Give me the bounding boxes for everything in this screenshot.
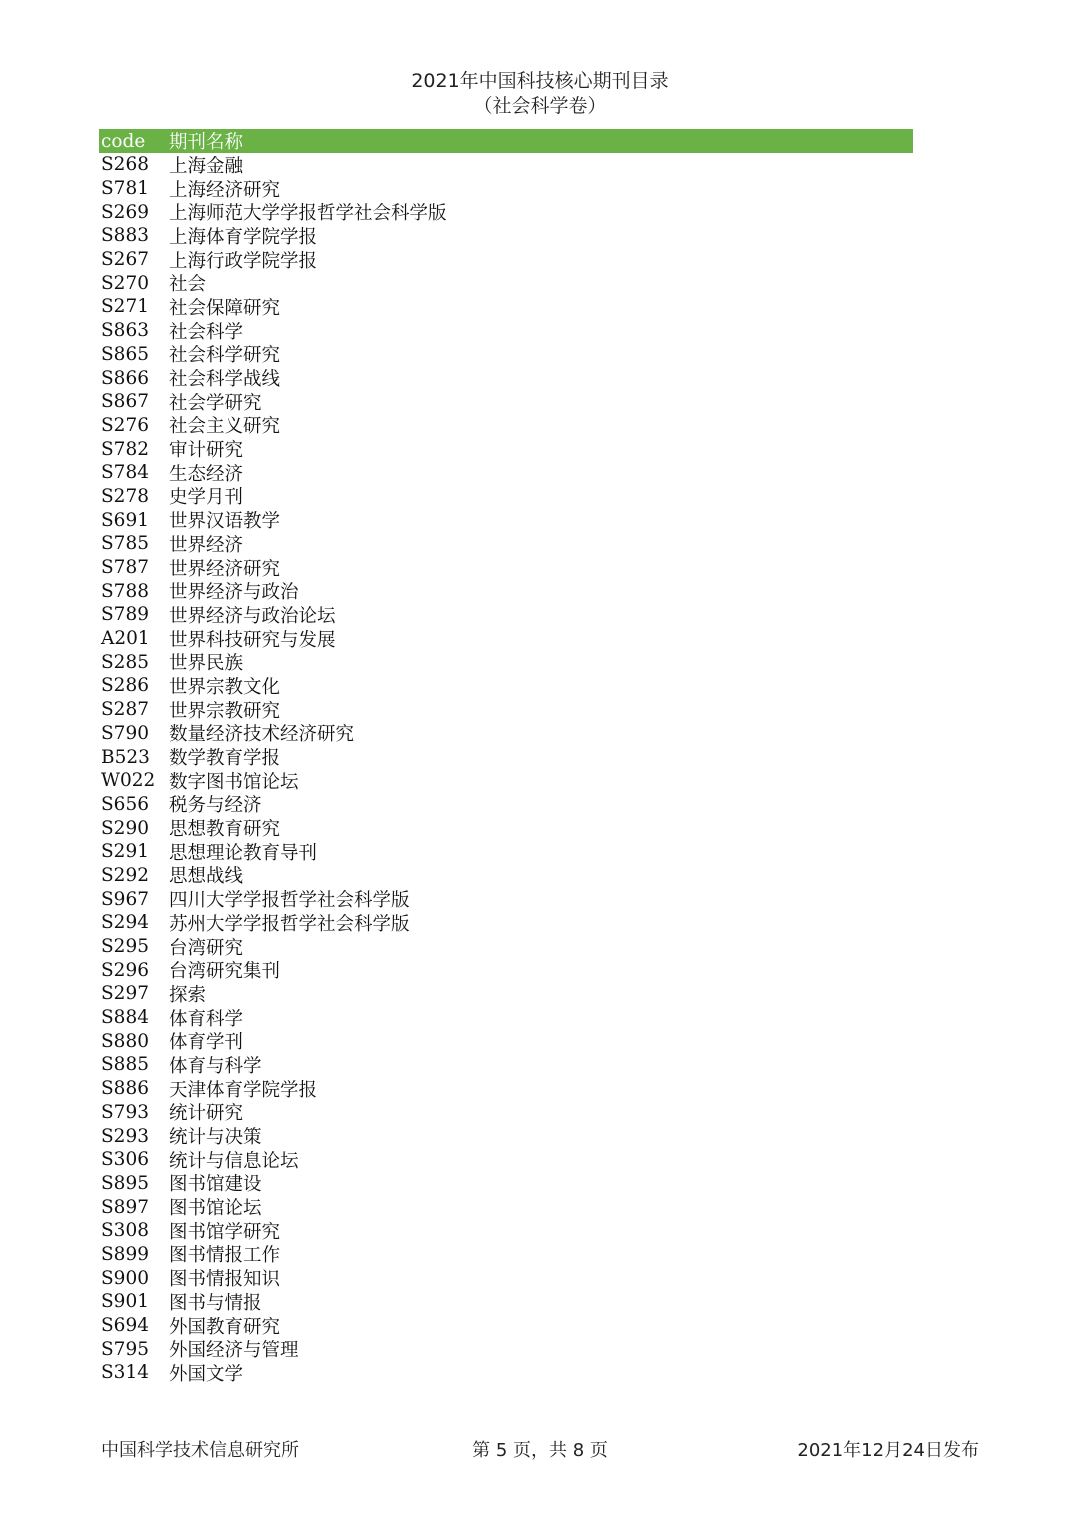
journal-code: S793 [101,1101,149,1123]
table-row [99,390,913,414]
journal-code: S899 [101,1243,149,1265]
journal-code: S865 [101,343,149,365]
journal-name: 数字图书馆论坛 [169,771,299,793]
journal-code: S308 [101,1220,149,1242]
table-row [99,793,913,817]
journal-code: S790 [101,722,149,744]
table-row [99,224,913,248]
header-journal-name: 期刊名称 [169,132,244,153]
journal-name: 社会学研究 [169,392,262,414]
journal-name: 上海体育学院学报 [169,226,318,248]
table-row [99,271,913,295]
journal-name: 体育科学 [169,1008,244,1030]
journal-name: 外国文学 [169,1363,244,1385]
journal-name: 世界汉语教学 [169,511,281,533]
journal-name: 思想战线 [169,866,244,888]
journal-code: S297 [101,983,149,1005]
journal-name: 天津体育学院学报 [169,1079,318,1101]
journal-code: S895 [101,1172,149,1194]
journal-name: 苏州大学学报哲学社会科学版 [169,913,410,935]
journal-name: 世界经济与政治论坛 [169,605,336,627]
table-row [99,627,913,651]
table-row [99,248,913,272]
table-row [99,840,913,864]
table-row [99,343,913,367]
journal-code: S270 [101,272,149,294]
journal-name: 图书馆建设 [169,1174,262,1196]
journal-name: 史学月刊 [169,487,244,509]
table-row [99,603,913,627]
journal-code: S867 [101,391,149,413]
table-row [99,650,913,674]
table-row [99,745,913,769]
table-row [99,1077,913,1101]
journal-code: S863 [101,320,149,342]
journal-code: S900 [101,1267,149,1289]
table-row [99,935,913,959]
journal-code: S901 [101,1291,149,1313]
journal-code: S285 [101,651,149,673]
table-row [99,1219,913,1243]
journal-name: 探索 [169,984,207,1006]
journal-name: 世界经济 [169,534,244,556]
journal-name: 统计与信息论坛 [169,1150,299,1172]
table-row [99,200,913,224]
journal-name: 社会 [169,274,207,296]
journal-name: 世界民族 [169,653,244,675]
journal-name: 思想教育研究 [169,819,281,841]
table-row [99,485,913,509]
journal-name: 体育学刊 [169,1032,244,1054]
journal-code: B523 [101,746,150,768]
journal-name: 社会科学战线 [169,369,281,391]
table-row [99,1266,913,1290]
journal-name: 上海经济研究 [169,179,281,201]
journal-code: S294 [101,912,149,934]
journal-name: 世界科技研究与发展 [169,629,336,651]
journal-code: S269 [101,201,149,223]
table-row [99,674,913,698]
table-row [99,1361,913,1385]
journal-name: 世界经济研究 [169,558,281,580]
table-row [99,461,913,485]
journal-code: S268 [101,154,149,176]
journal-name: 社会主义研究 [169,416,281,438]
journal-code: S314 [101,1362,149,1384]
table-row [99,508,913,532]
table-row [99,1290,913,1314]
journal-code: S788 [101,580,149,602]
table-row [99,1243,913,1267]
journal-name: 台湾研究集刊 [169,961,281,983]
journal-code: S967 [101,888,149,910]
journal-code: S795 [101,1338,149,1360]
table-row [99,153,913,177]
journal-name: 审计研究 [169,440,244,462]
journal-name: 世界宗教研究 [169,700,281,722]
table-row [99,816,913,840]
journal-name: 图书馆学研究 [169,1221,281,1243]
journal-code: S656 [101,793,149,815]
table-row [99,769,913,793]
table-row [99,982,913,1006]
journal-code: S785 [101,533,149,555]
journal-code: S287 [101,699,149,721]
table-row [99,911,913,935]
journal-name: 数学教育学报 [169,748,281,770]
journal-code: S296 [101,959,149,981]
journal-code: S267 [101,249,149,271]
journal-code: S885 [101,1054,149,1076]
table-row [99,958,913,982]
journal-code: S278 [101,485,149,507]
journal-code: A201 [101,628,150,650]
journal-name: 图书情报知识 [169,1269,281,1291]
document-title: 2021年中国科技核心期刊目录 [411,70,669,92]
table-row [99,1195,913,1219]
journal-name: 图书馆论坛 [169,1198,262,1220]
journal-name: 世界宗教文化 [169,676,281,698]
journal-name: 体育与科学 [169,1055,262,1077]
journal-name: 台湾研究 [169,937,244,959]
journal-code: S292 [101,864,149,886]
journal-code: S306 [101,1149,149,1171]
table-row [99,1337,913,1361]
table-body [99,153,913,1385]
journal-name: 税务与经济 [169,795,262,817]
journal-name: 世界经济与政治 [169,582,299,604]
journal-code: S291 [101,841,149,863]
journal-name: 社会科学 [169,321,244,343]
table-row [99,1148,913,1172]
journal-code: S880 [101,1030,149,1052]
journal-name: 社会科学研究 [169,345,281,367]
footer-institute: 中国科学技术信息研究所 [101,1440,299,1461]
journal-name: 图书与情报 [169,1292,262,1314]
table-row [99,1172,913,1196]
table-row [99,1006,913,1030]
table-row [99,319,913,343]
journal-name: 上海行政学院学报 [169,250,318,272]
journal-code: S694 [101,1315,149,1337]
table-row [99,722,913,746]
header-code: code [101,130,146,152]
journal-name: 外国经济与管理 [169,1340,299,1362]
footer-page-number: 第 5 页，共 8 页 [472,1440,608,1461]
journal-code: S883 [101,225,149,247]
journal-name: 上海金融 [169,155,244,177]
table-row [99,437,913,461]
journal-code: S789 [101,604,149,626]
journal-name: 生态经济 [169,463,244,485]
table-header-row [99,129,913,153]
table-row [99,177,913,201]
journal-name: 上海师范大学学报哲学社会科学版 [169,203,447,225]
journal-code: S276 [101,414,149,436]
journal-code: S784 [101,462,149,484]
table-row [99,532,913,556]
table-row [99,1053,913,1077]
footer-date: 2021年12月24日发布 [797,1440,979,1461]
table-row [99,295,913,319]
journal-name: 统计与决策 [169,1127,262,1149]
journal-code: S271 [101,296,149,318]
table-row [99,366,913,390]
journal-name: 外国教育研究 [169,1316,281,1338]
journal-name: 四川大学学报哲学社会科学版 [169,890,410,912]
table-row [99,556,913,580]
journal-name: 社会保障研究 [169,297,281,319]
table-row [99,579,913,603]
journal-code: S897 [101,1196,149,1218]
journal-code: S787 [101,557,149,579]
journal-code: S295 [101,936,149,958]
table-row [99,1124,913,1148]
table-row [99,414,913,438]
journal-name: 图书情报工作 [169,1245,281,1267]
table-row [99,1029,913,1053]
table-row [99,698,913,722]
table-row [99,887,913,911]
journal-table [99,129,913,1385]
journal-code: S293 [101,1125,149,1147]
table-row [99,1101,913,1125]
journal-code: S781 [101,178,149,200]
journal-code: S866 [101,367,149,389]
journal-code: S691 [101,509,149,531]
journal-name: 统计研究 [169,1103,244,1125]
journal-code: S290 [101,817,149,839]
table-row [99,1314,913,1338]
document-subtitle: （社会科学卷） [473,95,607,117]
journal-code: S782 [101,438,149,460]
table-row [99,864,913,888]
journal-name: 思想理论教育导刊 [169,842,318,864]
journal-code: S884 [101,1007,149,1029]
journal-code: S886 [101,1078,149,1100]
journal-code: S286 [101,675,149,697]
journal-name: 数量经济技术经济研究 [169,724,355,746]
journal-code: W022 [101,770,156,792]
